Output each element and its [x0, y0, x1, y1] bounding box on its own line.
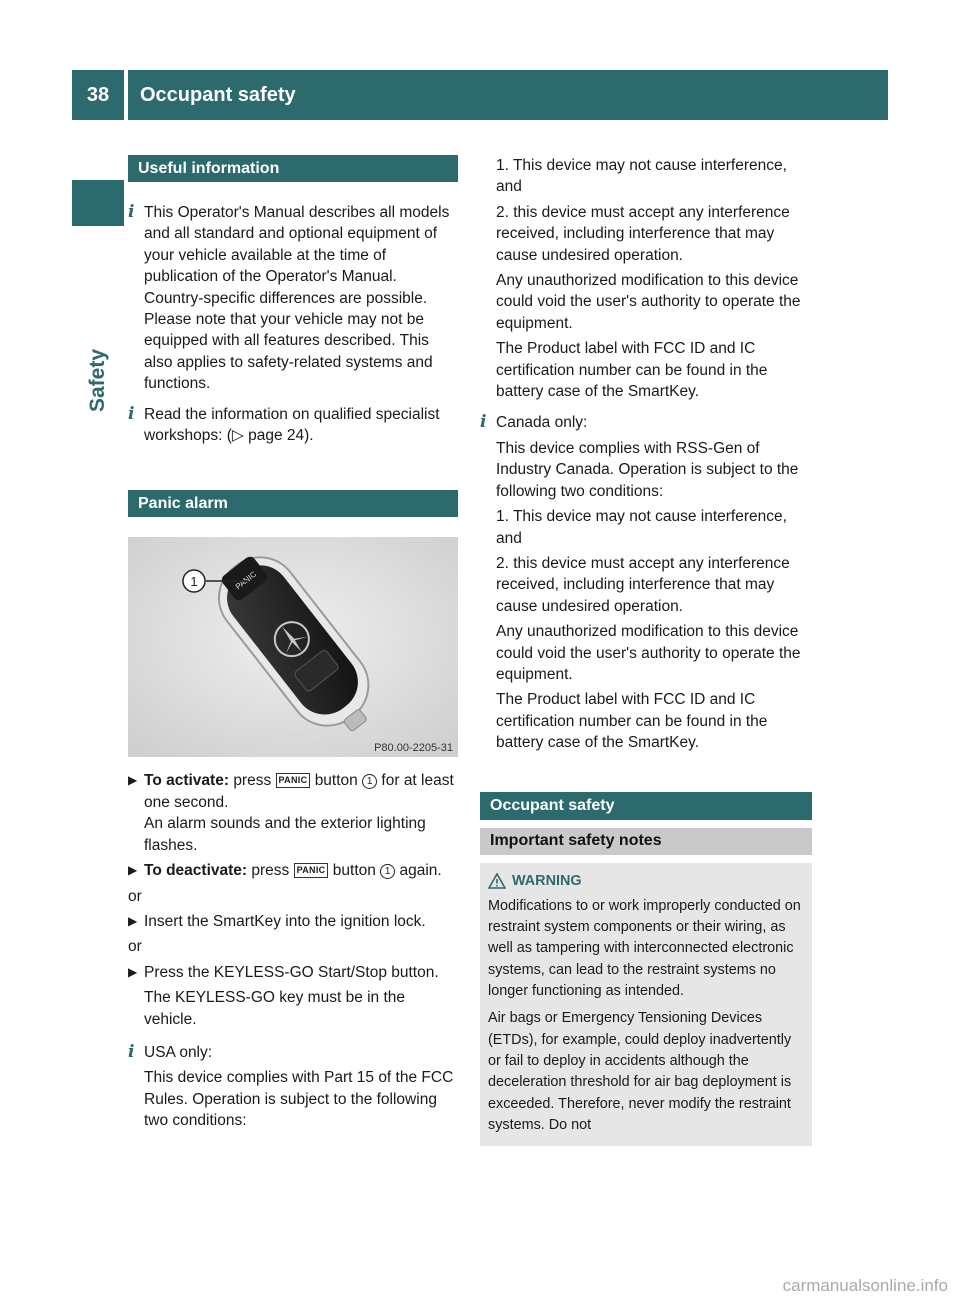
callout-1-label: 1	[190, 574, 198, 590]
or-text: or	[128, 887, 142, 905]
usa-modification-note: Any unauthorized modification to this device could void the user's authority to operate the equipment.	[496, 272, 801, 332]
occupant-safety-heading: Occupant safety	[480, 792, 812, 820]
deactivate-step: ▶ To deactivate: press PANIC button 1 again.	[128, 860, 458, 881]
canada-modification-note: Any unauthorized modification to this device could void the user's authority to operate the equipment.	[496, 623, 801, 683]
smartkey-illustration	[128, 537, 458, 757]
usa-condition-1: 1. This device may not cause interference, and	[496, 157, 787, 196]
keyless-go-note: The KEYLESS-GO key must be in the vehicle.	[144, 989, 406, 1028]
canada-note: i Canada only: This device complies with RSS-Gen of Industry Canada. Operation is subject to the following two conditions: 1. This device may not cause interference, and 2. this device must accept any interference received, including interference that may cause undesired operation. Any unauthorized modification to this device could void the user's authority to operate the equipment. The Product label with FCC ID and IC certification number can be found in the battery case of the SmartKey.	[480, 412, 812, 753]
important-safety-notes-heading: Important safety notes	[480, 828, 812, 855]
panic-key-label: PANIC	[233, 569, 259, 592]
section-tab-label: Safety	[86, 348, 109, 412]
page-reference-link[interactable]: Read the information on qualified specialist workshops: (▷ page 24).	[144, 405, 440, 445]
info-note-1: i This Operator's Manual describes all models and all standard and optional equipment of your vehicle available at the time of publication of the Operator's Manual. Country-specific differences are possible. Please note that your vehicle may not be equipped with all features described. This also applies to safety-related systems and functions.	[128, 202, 458, 395]
panic-button-symbol: PANIC	[276, 773, 311, 788]
useful-information-heading: Useful information	[128, 155, 458, 182]
step-arrow-icon: ▶	[128, 773, 138, 788]
warning-triangle-icon	[488, 873, 506, 889]
panic-alarm-heading: Panic alarm	[128, 490, 458, 517]
canada-condition-2: 2. this device must accept any interference received, including interference that may cause undesired operation.	[496, 554, 790, 615]
figure-code: P80.00-2205-31	[374, 742, 453, 755]
section-tab-marker	[72, 180, 124, 226]
callout-1-ref: 1	[362, 774, 377, 789]
page-number: 38	[72, 70, 124, 120]
warning-paragraph-2: Air bags or Emergency Tensioning Devices (ETDs), for example, could deploy inadvertently or fail to deploy in accidents although the deceleration threshold for air bag deployment is exceeded. Therefore, never modify the restraint systems. Do not	[488, 1010, 792, 1133]
callout-1-ref: 1	[380, 864, 395, 879]
page-title: Occupant safety	[128, 70, 888, 120]
info-icon: i	[128, 1041, 135, 1062]
usa-note: i USA only: This device complies with Part 15 of the FCC Rules. Operation is subject to the following two conditions:	[128, 1042, 458, 1132]
canada-condition-1: 1. This device may not cause interference, and	[496, 508, 787, 547]
step-arrow-icon: ▶	[128, 863, 138, 878]
canada-label-note: The Product label with FCC ID and IC certification number can be found in the battery case of the SmartKey.	[496, 691, 768, 752]
usa-condition-2: 2. this device must accept any interference received, including interference that may cause undesired operation.	[496, 203, 790, 264]
step-arrow-icon: ▶	[128, 964, 138, 979]
activate-step: ▶ To activate: press PANIC button 1 for at least one second. An alarm sounds and the exterior lighting flashes.	[128, 770, 458, 856]
left-column	[128, 155, 458, 1132]
right-column	[480, 155, 812, 1146]
info-icon: i	[128, 403, 135, 424]
watermark: carmanualsonline.info	[782, 1276, 948, 1295]
usa-label-note: The Product label with FCC ID and IC certification number can be found in the battery case of the SmartKey.	[496, 340, 768, 401]
warning-header: WARNING	[488, 871, 804, 892]
info-icon: i	[128, 202, 135, 222]
warning-box	[480, 863, 812, 1146]
insert-key-step: ▶ Insert the SmartKey into the ignition lock.	[128, 911, 458, 932]
keyless-go-step: ▶ Press the KEYLESS-GO Start/Stop button.	[128, 962, 458, 983]
info-icon: i	[480, 412, 487, 433]
info-note-2	[128, 404, 458, 447]
key-figure	[128, 537, 458, 757]
step-arrow-icon: ▶	[128, 913, 138, 928]
warning-paragraph-1: Modifications to or work improperly conducted on restraint system components or their wiring, as well as tampering with interconnected electronic systems, can lead to the restraint systems no longer functioning as intended.	[488, 897, 801, 1000]
or-text: or	[128, 938, 142, 956]
panic-button-symbol: PANIC	[294, 863, 329, 878]
